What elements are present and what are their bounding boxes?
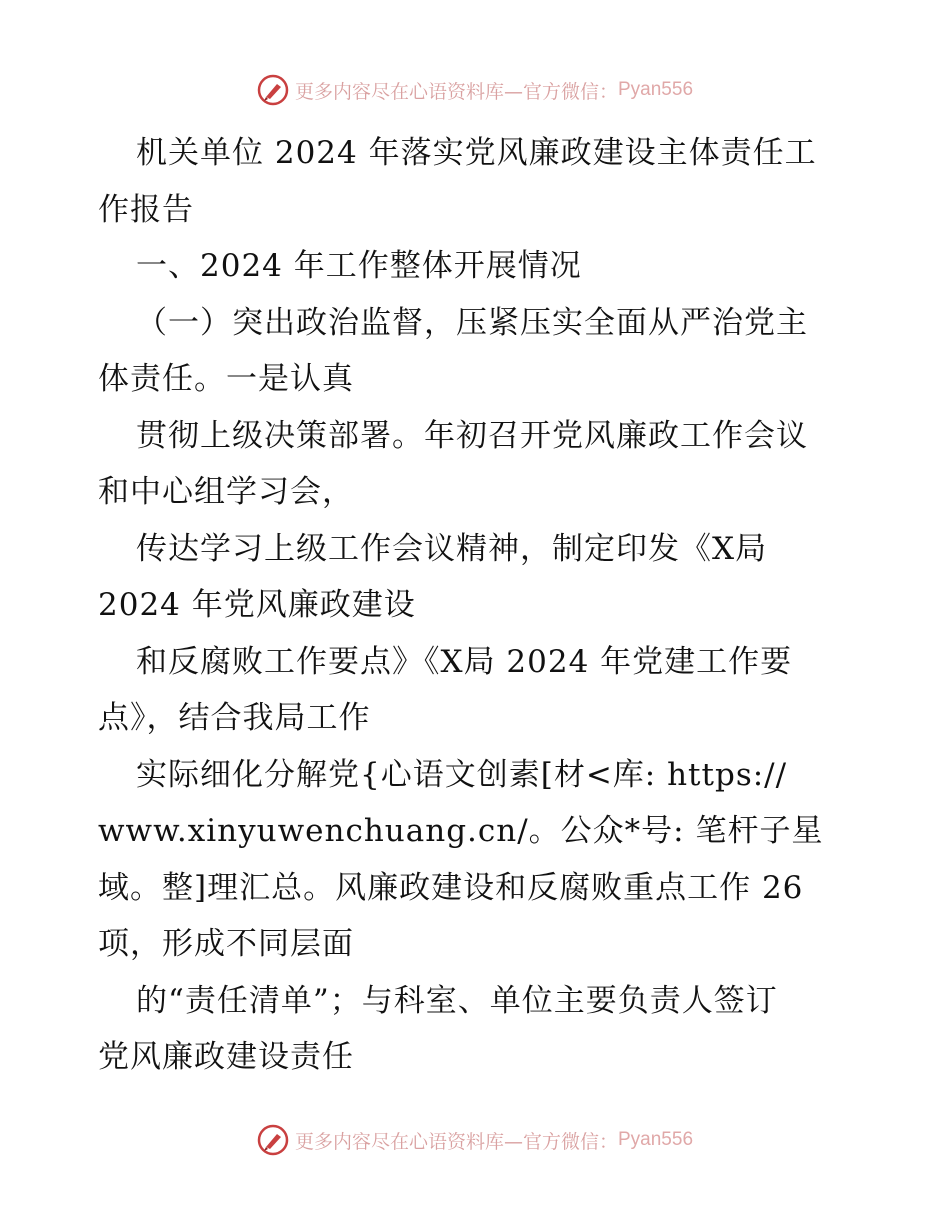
document-body (98, 125, 858, 1086)
text-line: 和中心组学习会， (98, 474, 354, 510)
text-line: 和反腐败工作要点》《X局 2024 年党建工作要 (136, 643, 793, 680)
text-line: 一、2024 年工作整体开展情况 (136, 248, 582, 284)
pen-logo-icon (257, 1124, 289, 1156)
text-line: 传达学习上级工作会议精神，制定印发《X局 (136, 530, 768, 567)
text-line: 机关单位 2024 年落实党风廉政建设主体责任工 (136, 135, 817, 171)
text-line: 的“责任清单”；与科室、单位主要负责人签订 (136, 982, 778, 1019)
text-line: 作报告 (98, 191, 194, 228)
text-line: 2024 年党风廉政建设 (98, 587, 416, 623)
text-line: （一）突出政治监督，压紧压实全面从严治党主 (136, 304, 808, 341)
text-line: 域。整]理汇总。风廉政建设和反腐败重点工作 26 (98, 869, 804, 906)
watermark-header (0, 70, 950, 110)
text-line: 体责任。一是认真 (98, 361, 354, 397)
text-line: www.xinyuwenchuang.cn/。公众*号: 笔杆子星 (98, 813, 824, 849)
text-line: 项，形成不同层面 (98, 926, 354, 962)
watermark-footer (0, 1120, 950, 1160)
text-line: 点》，结合我局工作 (98, 700, 371, 736)
watermark-text: 更多内容尽在心语资料库—官方微信： (294, 1130, 618, 1153)
watermark-handle: Pyan556 (618, 1129, 694, 1150)
text-line: 贯彻上级决策部署。年初召开党风廉政工作会议 (136, 417, 808, 454)
text-line: 实际细化分解党{心语文创素[材<库: https:// (136, 756, 788, 793)
watermark-handle: Pyan556 (618, 79, 694, 100)
pen-logo-icon (257, 74, 289, 106)
text-line: 党风廉政建设责任 (98, 1039, 354, 1075)
watermark-text: 更多内容尽在心语资料库—官方微信： (294, 80, 618, 103)
